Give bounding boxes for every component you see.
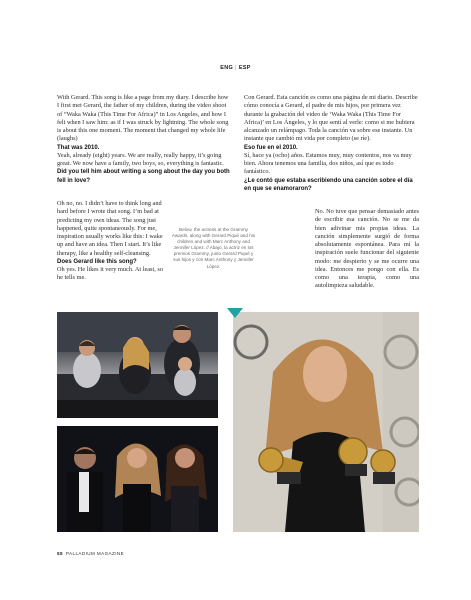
lang-separator: | (235, 65, 237, 71)
spanish-column (244, 94, 418, 193)
photo-family-courtside (57, 312, 218, 418)
spanish-answer-1: Sí, hace ya (ocho) años. Estamos muy, muy contentos, nos va muy bien. Ahora tenemos una familia, dos niños, así que es todo fantástico. (244, 151, 412, 176)
spanish-question-2: ¿Le contó que estaba escribiendo una canción sobre el día en que se enamoraron? (244, 177, 413, 192)
page-number: 88 (57, 551, 63, 556)
page-footer (57, 551, 124, 556)
english-question-1: That was 2010. (57, 144, 100, 151)
lang-es: ESP (238, 65, 251, 71)
family-illustration (57, 312, 218, 418)
english-answer-2: Oh no, no. I didn’t have to think long and hard before I wrote that song. I’m bad at predicting my own ideas. The song just happened, quite spontaneously. For me, inspiration usually works like this: I wake up and have an idea. Then I start. It’s like therapy, like a healthy self-cleansing. (57, 200, 163, 257)
photo-trio-awards (57, 426, 218, 532)
english-column-lower (57, 200, 165, 283)
english-question-2: Did you tell him about writing a song about the day you both fell in love? (57, 169, 230, 184)
english-answer-1: Yeah, already (eight) years. We are really, really happy, it’s going great. We now have a family, two boys, so, everything is fantastic. (57, 151, 224, 167)
language-indicator (0, 65, 471, 71)
english-paragraph-1: With Gerard. This song is like a page from my diary. I describe how I first met Gerard, the father of my children, during the video shoot of “Waka Waka (This Time For Africa)” in Los Angeles, and how I felt when I saw him: as if I was struck by lightning. The whole song is about this one moment. The moment that changed my whole life (laughs) (57, 94, 229, 143)
photo-caption: Below, the actress at the Grammy Awards, along with Gerard Piqué and his children and with Marc Anthony and Jennifer López. // Abajo, la actriz en los premios Grammy, junto Gerard Piqué y sus hijos y con Marc Anthony y Jennifer López. (171, 227, 256, 269)
magazine-name: PALLADIUM MAGAZINE (65, 551, 125, 556)
spanish-question-1: Eso fue en el 2010. (244, 144, 298, 151)
photo-grammy-portrait (233, 312, 419, 532)
trio-illustration (57, 426, 218, 532)
english-column (57, 94, 230, 185)
lang-en: ENG (220, 65, 234, 71)
spanish-paragraph-1: Con Gerard. Esta canción es como una página de mi diario. Describe cómo conocía a Gerard, el padre de mis hijos, por primera vez durante la grabación del video de ‘Waka Waka (This Time For Africa)’ en Los Ángeles, y lo que sentí al verle: como si me hubiera alcanzado un relámpago. Toda la canción va sobre ese instante. Un instante que cambió mi vida por completo (se ríe). (244, 94, 418, 143)
spanish-column-lower (315, 208, 419, 291)
english-answer-3: Oh yes. He likes it very much. At least, so he tells me. (57, 266, 163, 282)
accent-triangle (227, 308, 243, 318)
spanish-answer-2: No. No tuve que pensar demasiado antes de escribir esa canción. No se me da bien adivinar mis propias ideas. La canción simplemente surgió de forma absolutamente espontánea. Para mí la inspiración suele funcionar del siguiente modo: me despierto y se me ocurre una idea. Entonces me pongo con ella. Es como una terapia, como una autolimpieza saludable. (315, 208, 419, 290)
grammy-illustration (233, 312, 419, 532)
english-question-3: Does Gerard like this song? (57, 258, 137, 265)
